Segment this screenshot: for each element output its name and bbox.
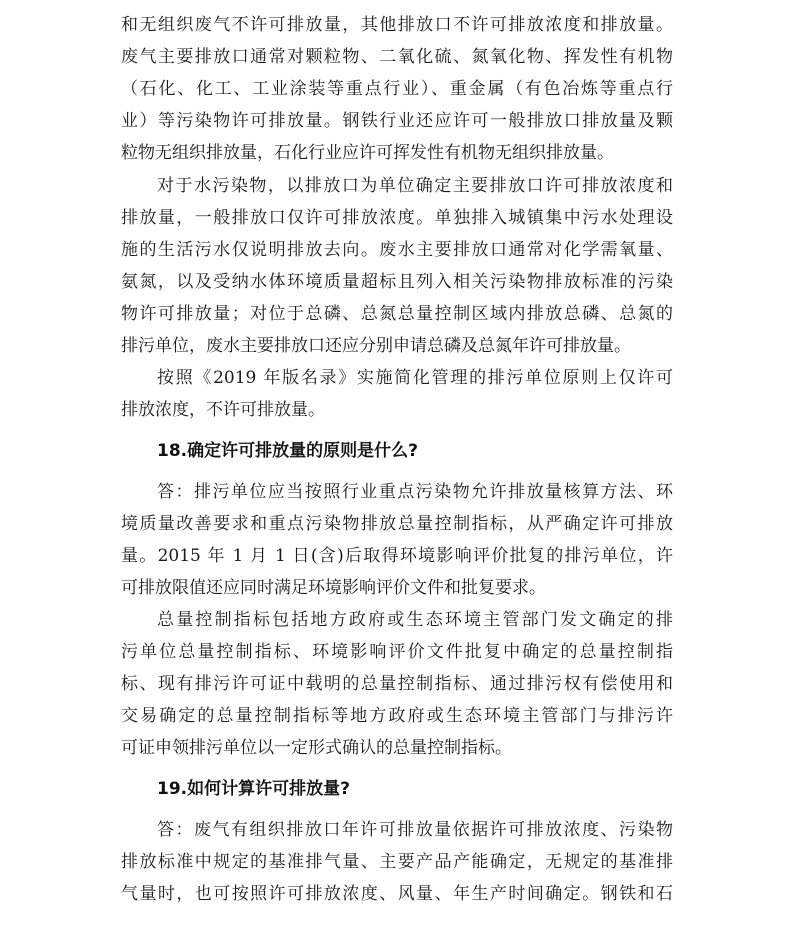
paragraph-line: 量。2015 年 1 月 1 日(含)后取得环境影响评价批复的排污单位，许 bbox=[121, 546, 673, 566]
section-heading-18: 18.确定许可排放量的原则是什么? bbox=[157, 441, 418, 461]
paragraph-line: 按照《2019 年版名录》实施简化管理的排污单位原则上仅许可 bbox=[157, 368, 673, 388]
paragraph-line: 可证申领排污单位以一定形式确认的总量控制指标。 bbox=[121, 738, 512, 758]
paragraph-line: 排放量，一般排放口仅许可排放浓度。单独排入城镇集中污水处理设 bbox=[121, 208, 673, 228]
paragraph-line: 排放浓度，不许可排放量。 bbox=[121, 400, 325, 420]
paragraph-line: 业）等污染物许可排放量。钢铁行业还应许可一般排放口排放量及颗 bbox=[121, 111, 673, 131]
paragraph-line: 境质量改善要求和重点污染物排放总量控制指标，从严确定许可排放 bbox=[121, 514, 673, 534]
paragraph-line: 气量时，也可按照许可排放浓度、风量、年生产时间确定。钢铁和石 bbox=[121, 884, 673, 904]
paragraph-line: 可排放限值还应同时满足环境影响评价文件和批复要求。 bbox=[121, 578, 546, 598]
paragraph-line: 答：废气有组织排放口年许可排放量依据许可排放浓度、污染物 bbox=[157, 820, 673, 840]
paragraph-line: 标、现有排污许可证中载明的总量控制指标、通过排污权有偿使用和 bbox=[121, 674, 673, 694]
paragraph-line: 氨氮，以及受纳水体环境质量超标且列入相关污染物排放标准的污染 bbox=[121, 272, 673, 292]
paragraph-line: 粒物无组织排放量，石化行业应许可挥发性有机物无组织排放量。 bbox=[121, 143, 614, 163]
paragraph-line: 废气主要排放口通常对颗粒物、二氧化硫、氮氧化物、挥发性有机物 bbox=[121, 47, 673, 67]
paragraph-line: 总量控制指标包括地方政府或生态环境主管部门发文确定的排 bbox=[157, 610, 673, 630]
paragraph-line: 和无组织废气不许可排放量，其他排放口不许可排放浓度和排放量。 bbox=[121, 15, 673, 35]
paragraph-line: 答：排污单位应当按照行业重点污染物允许排放量核算方法、环 bbox=[157, 482, 673, 502]
paragraph-line: 污单位总量控制指标、环境影响评价文件批复中确定的总量控制指 bbox=[121, 642, 673, 662]
paragraph-line: 施的生活污水仅说明排放去向。废水主要排放口通常对化学需氧量、 bbox=[121, 240, 673, 260]
paragraph-line: （石化、化工、工业涂装等重点行业）、重金属（有色冶炼等重点行 bbox=[121, 79, 673, 99]
paragraph-line: 物许可排放量；对位于总磷、总氮总量控制区域内排放总磷、总氮的 bbox=[121, 304, 673, 324]
section-heading-19: 19.如何计算许可排放量? bbox=[157, 779, 350, 799]
paragraph-line: 交易确定的总量控制指标等地方政府或生态环境主管部门与排污许 bbox=[121, 706, 673, 726]
paragraph-line: 排污单位，废水主要排放口还应分别申请总磷及总氮年许可排放量。 bbox=[121, 336, 631, 356]
paragraph-line: 对于水污染物，以排放口为单位确定主要排放口许可排放浓度和 bbox=[157, 176, 673, 196]
paragraph-line: 排放标准中规定的基准排气量、主要产品产能确定，无规定的基准排 bbox=[121, 852, 673, 872]
